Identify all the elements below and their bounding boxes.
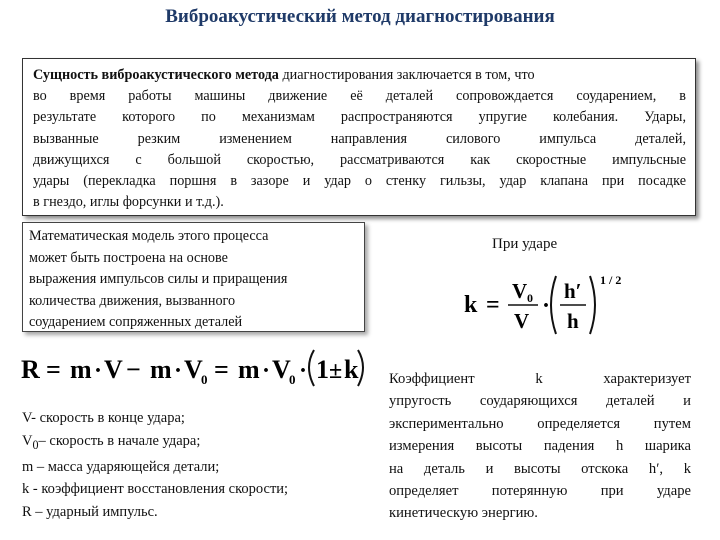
- formula-pm: ±: [329, 358, 343, 384]
- formula-minus: −: [126, 355, 141, 384]
- formula-k-dot: ·: [542, 293, 551, 319]
- intro-line-6: удары (перекладка поршня в зазоре и удар о стенку гильзы, удар клапана при посадке: [33, 173, 686, 190]
- model-line-4: количества движения, вызванного: [29, 292, 236, 309]
- definition-v0-symbol: V: [22, 432, 33, 449]
- definition-v0-sub: 0: [32, 437, 39, 452]
- formula-dot1: ·: [94, 358, 103, 384]
- page-title: Виброакустический метод диагностирования: [165, 6, 555, 27]
- coef-line-7: кинетическую энергию.: [389, 505, 538, 522]
- impact-label: При ударе: [492, 236, 558, 252]
- formula-k-num-h: h′: [564, 279, 582, 303]
- formula-k-left-paren: [551, 276, 556, 334]
- formula-v2-sub: 0: [201, 372, 208, 387]
- model-line-3: выражения импульсов силы и приращения: [29, 271, 288, 287]
- coef-line-6: определяет потерянную при ударе: [389, 483, 691, 500]
- formula-k-right-paren: [590, 276, 595, 334]
- coef-line-1: Коэффициент k характеризует: [389, 371, 691, 387]
- formula-dot4: ·: [299, 358, 308, 384]
- formula-right-paren: [358, 350, 363, 386]
- formula-m3: m: [238, 355, 260, 384]
- definition-m: m – масса ударяющейся детали;: [22, 458, 220, 475]
- formula-eq1: =: [46, 355, 61, 384]
- formula-v3-sub: 0: [289, 372, 296, 387]
- formula-v3: V: [272, 355, 291, 384]
- definition-v0-text: – скорость в начале удара;: [38, 432, 201, 449]
- formula-k-num-v: V: [512, 279, 528, 303]
- coefficient-paragraph: [389, 368, 691, 525]
- definition-r: R – ударный импульс.: [22, 503, 158, 520]
- coef-line-4: измерения высоты падения h шарика: [389, 438, 691, 455]
- formula-dot3: ·: [262, 358, 271, 384]
- formula-k-equals: =: [486, 292, 500, 318]
- formula-dot2: ·: [174, 358, 183, 384]
- formula-m1: m: [70, 355, 92, 384]
- intro-line-1: диагностирования заключается в том, что: [278, 67, 535, 83]
- formula-r: R: [21, 355, 40, 384]
- model-line-1: Математическая модель этого процесса: [29, 228, 269, 244]
- definition-v0: [22, 430, 367, 456]
- momentum-formula: [18, 344, 368, 390]
- formula-k-lhs: k: [464, 292, 478, 318]
- coef-line-5: на деталь и высоты отскока h′, k: [389, 460, 691, 477]
- model-box: [22, 222, 365, 332]
- intro-line-4: вызванные резким изменением направления силового импульса деталей,: [33, 130, 686, 147]
- formula-v2: V: [184, 355, 203, 384]
- formula-one: 1: [316, 355, 329, 384]
- intro-line-7: в гнездо, иглы форсунки и т.д.).: [33, 194, 224, 211]
- intro-line-5: движущихся с большой скоростью, рассматриваются как скоростные импульсные: [33, 151, 686, 168]
- definitions-list: [22, 407, 367, 523]
- formula-m2: m: [150, 355, 172, 384]
- intro-line-3: результате которого по механизмам распространяются упругие колебания. Удары,: [33, 109, 686, 126]
- formula-v1: V: [104, 355, 123, 384]
- model-line-5: соударением сопряженных деталей: [29, 314, 243, 330]
- formula-k-exponent: 1 / 2: [600, 273, 622, 287]
- intro-bold-lead: Сущность виброакустического метода: [33, 67, 279, 83]
- formula-k: k: [344, 355, 359, 384]
- formula-eq2: =: [214, 355, 229, 384]
- formula-k-den-v: V: [514, 309, 530, 333]
- coef-line-3: экспериментально определяется путем: [389, 415, 691, 432]
- formula-k-num-sub: 0: [527, 291, 533, 305]
- formula-left-paren: [309, 350, 314, 386]
- intro-box: [22, 58, 696, 216]
- formula-k-den-h: h: [567, 309, 579, 333]
- definition-v: V- скорость в конце удара;: [22, 410, 185, 426]
- definition-k: k - коэффициент восстановления скорости;: [22, 481, 289, 498]
- model-line-2: может быть построена на основе: [29, 249, 228, 266]
- intro-line-2: во время работы машины движение её деталей сопровождается соударением, в: [33, 88, 686, 105]
- restitution-formula: [456, 272, 656, 336]
- coef-line-2: упругость соударяющихся деталей и: [389, 393, 691, 410]
